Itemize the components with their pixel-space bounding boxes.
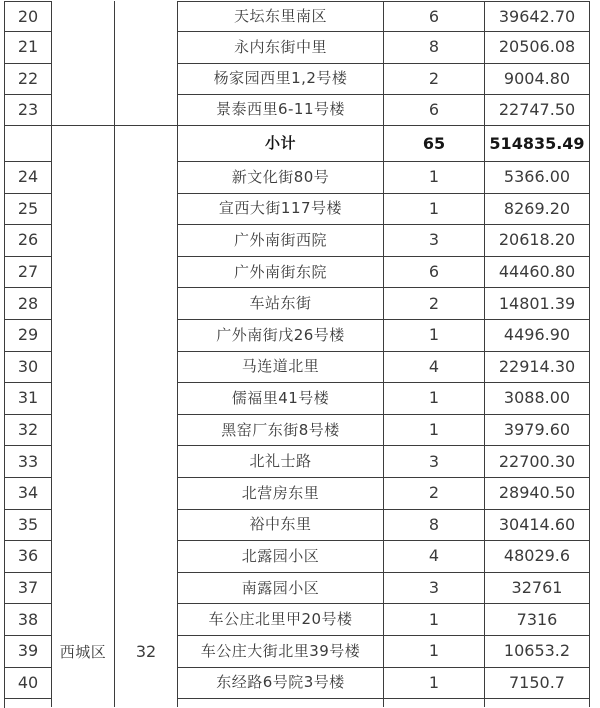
cell-building-count: 1: [384, 636, 485, 668]
cell-building-name: 新文化街80号: [178, 162, 384, 194]
cell-row-number: 25: [5, 194, 52, 226]
cell-area-value-partial: [485, 699, 590, 707]
cell-building-count: 1: [384, 668, 485, 700]
cell-building-count-partial: [384, 699, 485, 707]
cell-area-value: 39642.70: [485, 1, 590, 32]
cell-building-count: 1: [384, 320, 485, 352]
cell-building-name: 北营房东里: [178, 478, 384, 510]
cell-row-number: 36: [5, 541, 52, 573]
cell-area-value: 30414.60: [485, 510, 590, 542]
cell-row-number: 39: [5, 636, 52, 668]
cell-area-value: 5366.00: [485, 162, 590, 194]
cell-area-value: 3088.00: [485, 383, 590, 415]
cell-building-count: 1: [384, 604, 485, 636]
cell-area-value: 7150.7: [485, 668, 590, 700]
cell-building-name-partial: [178, 699, 384, 707]
cell-building-count: 8: [384, 32, 485, 63]
cell-building-name: 景泰西里6-11号楼: [178, 95, 384, 126]
cell-area-value: 28940.50: [485, 478, 590, 510]
cell-building-count: 6: [384, 95, 485, 126]
cell-area-value: 20618.20: [485, 225, 590, 257]
cell-building-name: 马连道北里: [178, 352, 384, 384]
cell-area-value: 22700.30: [485, 446, 590, 478]
cell-row-number: 23: [5, 95, 52, 126]
cell-row-number: 24: [5, 162, 52, 194]
cell-row-number: [5, 126, 52, 162]
cell-building-count: 3: [384, 446, 485, 478]
cell-building-name: 裕中东里: [178, 510, 384, 542]
cell-building-count: 4: [384, 352, 485, 384]
cell-area-value: 44460.80: [485, 257, 590, 289]
cell-area-value: 514835.49: [485, 126, 590, 162]
cell-row-number: 29: [5, 320, 52, 352]
cell-row-number: 28: [5, 288, 52, 320]
cell-building-name: 杨家园西里1,2号楼: [178, 64, 384, 95]
cell-building-name: 宣西大街117号楼: [178, 194, 384, 226]
cell-row-number: 21: [5, 32, 52, 63]
cell-row-number: 31: [5, 383, 52, 415]
cell-row-number: 34: [5, 478, 52, 510]
cell-building-count: 1: [384, 162, 485, 194]
cell-building-name: 黑窑厂东街8号楼: [178, 415, 384, 447]
cell-building-count: 1: [384, 415, 485, 447]
district-count-cell: [115, 126, 178, 707]
cell-building-count: 2: [384, 288, 485, 320]
cell-area-value: 20506.08: [485, 32, 590, 63]
cell-row-number: 33: [5, 446, 52, 478]
cell-area-value: 22914.30: [485, 352, 590, 384]
cell-row-number: 26: [5, 225, 52, 257]
cell-row-number: 27: [5, 257, 52, 289]
cell-building-name: 广外南街西院: [178, 225, 384, 257]
cell-row-number: 22: [5, 64, 52, 95]
cell-row-number: 38: [5, 604, 52, 636]
cell-row-number: 40: [5, 668, 52, 700]
cell-row-number-partial: [5, 699, 52, 707]
cell-building-name: 广外南街东院: [178, 257, 384, 289]
cell-area-value: 22747.50: [485, 95, 590, 126]
cell-building-name: 北礼士路: [178, 446, 384, 478]
cell-building-name: 永内东街中里: [178, 32, 384, 63]
cell-area-value: 32761: [485, 573, 590, 605]
cell-building-count: 3: [384, 573, 485, 605]
cell-row-number: 30: [5, 352, 52, 384]
district-cell: [52, 126, 115, 707]
cell-area-value: 14801.39: [485, 288, 590, 320]
cell-area-value: 48029.6: [485, 541, 590, 573]
cell-row-number: 35: [5, 510, 52, 542]
district-cell-upper: [52, 1, 115, 126]
cell-area-value: 7316: [485, 604, 590, 636]
cell-building-count: 1: [384, 194, 485, 226]
cell-area-value: 4496.90: [485, 320, 590, 352]
cell-building-name: 车站东街: [178, 288, 384, 320]
cell-building-name: 北露园小区: [178, 541, 384, 573]
cell-building-name: 车公庄北里甲20号楼: [178, 604, 384, 636]
cell-row-number: 20: [5, 1, 52, 32]
cell-area-value: 3979.60: [485, 415, 590, 447]
cell-building-count: 4: [384, 541, 485, 573]
cell-building-name: 南露园小区: [178, 573, 384, 605]
cell-building-count: 2: [384, 478, 485, 510]
cell-building-count: 2: [384, 64, 485, 95]
cell-building-name: 小计: [178, 126, 384, 162]
cell-building-count: 1: [384, 383, 485, 415]
cell-building-name: 儒福里41号楼: [178, 383, 384, 415]
cell-building-count: 6: [384, 1, 485, 32]
cell-building-count: 6: [384, 257, 485, 289]
cell-row-number: 32: [5, 415, 52, 447]
cell-area-value: 10653.2: [485, 636, 590, 668]
cell-area-value: 8269.20: [485, 194, 590, 226]
cell-row-number: 37: [5, 573, 52, 605]
cell-building-name: 东经路6号院3号楼: [178, 668, 384, 700]
cell-building-count: 65: [384, 126, 485, 162]
district-count-cell-upper: [115, 1, 178, 126]
district-label: 西城区: [59, 643, 107, 661]
district-building-count: 32: [135, 642, 157, 661]
cell-building-count: 8: [384, 510, 485, 542]
cell-building-name: 广外南街戊26号楼: [178, 320, 384, 352]
cell-area-value: 9004.80: [485, 64, 590, 95]
cell-building-name: 天坛东里南区: [178, 1, 384, 32]
cell-building-count: 3: [384, 225, 485, 257]
subsidy-table: [4, 1, 589, 708]
cell-building-name: 车公庄大街北里39号楼: [178, 636, 384, 668]
